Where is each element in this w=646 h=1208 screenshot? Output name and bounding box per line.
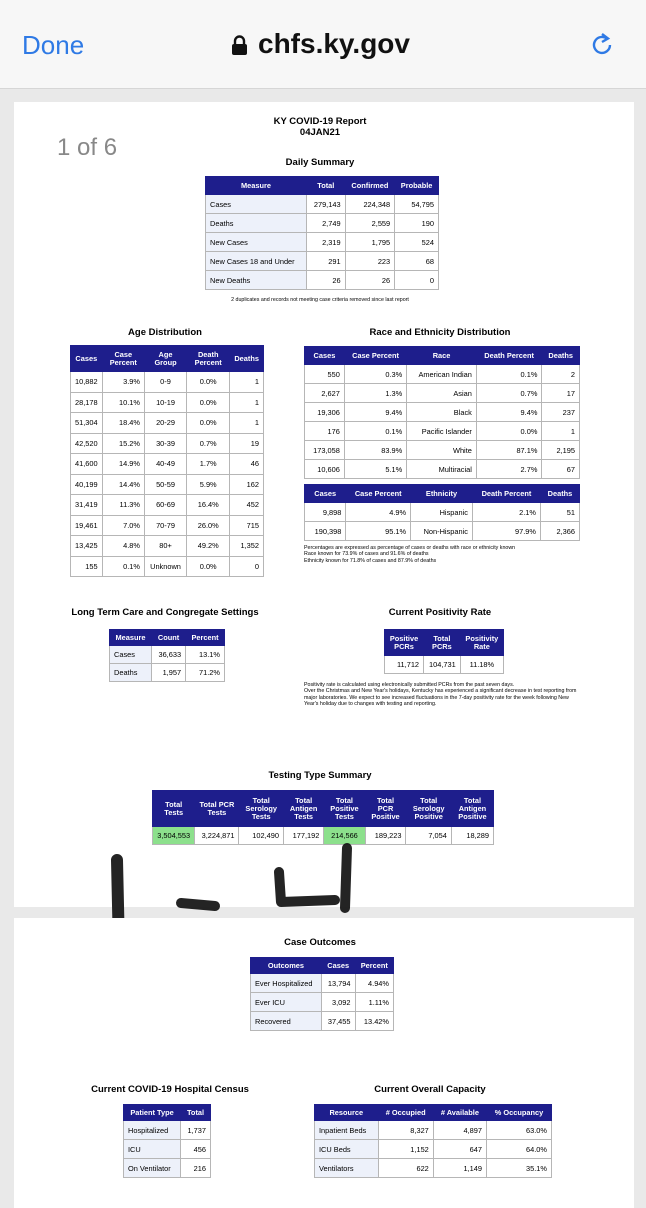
column-header: Resource <box>315 1105 379 1121</box>
column-header: Count <box>152 630 186 646</box>
table-row <box>305 503 580 522</box>
table-row <box>110 664 225 682</box>
age-distribution-heading: Age Distribution <box>128 327 202 338</box>
column-header: Deaths <box>542 347 580 365</box>
column-header: % Occupancy <box>487 1105 552 1121</box>
table-cell: New Cases <box>206 233 307 252</box>
table-cell: 1,352 <box>230 536 264 557</box>
table-cell: Ever ICU <box>251 993 322 1012</box>
column-header: Total <box>181 1105 211 1121</box>
table-cell: 4.9% <box>346 503 411 522</box>
column-header: Deaths <box>540 485 579 503</box>
table-cell: 9.4% <box>344 403 406 422</box>
table-cell: 35.1% <box>487 1159 552 1178</box>
table-row <box>71 392 264 413</box>
race-ethnicity-notes <box>304 545 584 564</box>
table-row <box>206 214 439 233</box>
table-cell: 0.1% <box>476 365 542 384</box>
table-row <box>71 433 264 454</box>
table-cell: 173,058 <box>305 441 345 460</box>
table-cell: 19,461 <box>71 515 103 536</box>
table-row <box>305 403 580 422</box>
column-header: Confirmed <box>345 177 395 195</box>
table-cell: 189,223 <box>365 827 406 845</box>
table-cell: 41,600 <box>71 454 103 475</box>
reload-icon[interactable] <box>588 31 616 59</box>
table-row <box>71 454 264 475</box>
table-cell: 1.7% <box>187 454 230 475</box>
table-cell: 1,152 <box>378 1140 433 1159</box>
table-cell: 162 <box>230 474 264 495</box>
table-cell: 17 <box>542 384 580 403</box>
table-row <box>71 515 264 536</box>
table-cell: Asian <box>407 384 477 403</box>
table-cell: 51 <box>540 503 579 522</box>
table-header-row <box>71 346 264 372</box>
table-cell: 0 <box>230 556 264 577</box>
table-cell: Black <box>407 403 477 422</box>
table-row <box>206 233 439 252</box>
table-cell: ICU Beds <box>315 1140 379 1159</box>
column-header: Positivity Rate <box>460 630 503 656</box>
table-row <box>124 1121 211 1140</box>
table-cell: 0.7% <box>476 384 542 403</box>
table-cell: 63.0% <box>487 1121 552 1140</box>
table-cell: 1.11% <box>355 993 394 1012</box>
table-cell: 224,348 <box>345 195 395 214</box>
table-cell: 36,633 <box>152 646 186 664</box>
table-cell: 10,882 <box>71 372 103 393</box>
table-row <box>71 536 264 557</box>
table-cell: 26.0% <box>187 515 230 536</box>
table-cell: 0.1% <box>344 422 406 441</box>
table-cell: Cases <box>206 195 307 214</box>
table-cell: 28,178 <box>71 392 103 413</box>
table-cell: 97.9% <box>472 522 540 541</box>
table-cell: 452 <box>230 495 264 516</box>
table-cell: 5.9% <box>187 474 230 495</box>
table-row <box>110 646 225 664</box>
table-row <box>315 1159 552 1178</box>
race-ethnicity-note: Percentages are expressed as percentage of cases or deaths with race or ethnicity known <box>304 545 516 551</box>
table-cell: 0.0% <box>476 422 542 441</box>
table-cell: 3,092 <box>321 993 355 1012</box>
long-term-care-table <box>109 629 225 682</box>
table-cell: 2,319 <box>307 233 346 252</box>
table-cell: 3,504,553 <box>153 827 195 845</box>
column-header: Death Percent <box>187 346 230 372</box>
table-cell: Multiracial <box>407 460 477 479</box>
table-row <box>251 974 394 993</box>
column-header: Total Antigen Tests <box>283 791 323 827</box>
column-header: Probable <box>395 177 439 195</box>
table-cell: 37,455 <box>321 1012 355 1031</box>
table-header-row <box>315 1105 552 1121</box>
table-row <box>305 441 580 460</box>
table-cell: 3,224,871 <box>195 827 239 845</box>
lock-icon <box>231 35 248 55</box>
table-cell: 87.1% <box>476 441 542 460</box>
case-outcomes-heading: Case Outcomes <box>284 937 356 948</box>
table-cell: 2 <box>542 365 580 384</box>
table-row <box>305 422 580 441</box>
column-header: Death Percent <box>476 347 542 365</box>
column-header: # Occupied <box>378 1105 433 1121</box>
table-cell: 291 <box>307 252 346 271</box>
table-row <box>305 365 580 384</box>
table-cell: Ever Hospitalized <box>251 974 322 993</box>
table-cell: 0.1% <box>102 556 144 577</box>
column-header: Measure <box>110 630 152 646</box>
column-header: Total Serology Positive <box>406 791 451 827</box>
table-cell: 80+ <box>144 536 186 557</box>
table-cell: Recovered <box>251 1012 322 1031</box>
table-cell: 10,606 <box>305 460 345 479</box>
table-cell: 647 <box>433 1140 486 1159</box>
column-header: Ethnicity <box>411 485 473 503</box>
long-term-care-heading: Long Term Care and Congregate Settings <box>71 607 259 618</box>
table-cell: 0.0% <box>187 392 230 413</box>
table-cell: 15.2% <box>102 433 144 454</box>
table-cell: 26 <box>345 271 395 290</box>
table-cell: White <box>407 441 477 460</box>
table-cell: 550 <box>305 365 345 384</box>
table-cell: 10-19 <box>144 392 186 413</box>
table-cell: 2.1% <box>472 503 540 522</box>
race-table <box>304 346 580 479</box>
table-cell: Non-Hispanic <box>411 522 473 541</box>
table-row <box>71 495 264 516</box>
positivity-note: Over the Christmas and New Year's holidays, Kentucky has experienced a significant decrease in test reporting from major laboratories. We expect to see increased fluctuations in the 7-day positivity rate for the week following New Year's holiday due to changes with testing and reporting. <box>304 688 577 707</box>
table-cell: 49.2% <box>187 536 230 557</box>
column-header: Percent <box>355 958 394 974</box>
table-row <box>124 1140 211 1159</box>
table-cell: American Indian <box>407 365 477 384</box>
table-row <box>251 1012 394 1031</box>
table-cell: Deaths <box>206 214 307 233</box>
browser-toolbar <box>0 0 646 89</box>
table-cell: 26 <box>307 271 346 290</box>
table-cell: 216 <box>181 1159 211 1178</box>
hospital-census-table <box>123 1104 211 1178</box>
table-cell: 456 <box>181 1140 211 1159</box>
table-cell: 5.1% <box>344 460 406 479</box>
table-cell: 0 <box>395 271 439 290</box>
table-cell: Hospitalized <box>124 1121 181 1140</box>
table-cell: 13,794 <box>321 974 355 993</box>
column-header: Total PCRs <box>424 630 461 656</box>
column-header: Total Serology Tests <box>239 791 284 827</box>
table-cell: 18,289 <box>451 827 493 845</box>
daily-summary-heading: Daily Summary <box>285 157 355 168</box>
table-cell: Inpatient Beds <box>315 1121 379 1140</box>
daily-summary-table <box>205 176 439 290</box>
table-cell: 54,795 <box>395 195 439 214</box>
column-header: Cases <box>321 958 355 974</box>
table-header-row <box>305 485 580 503</box>
capacity-heading: Current Overall Capacity <box>374 1084 486 1095</box>
table-row <box>305 522 580 541</box>
column-header: Percent <box>186 630 225 646</box>
table-cell: 1,795 <box>345 233 395 252</box>
age-distribution-table <box>70 345 264 577</box>
column-header: Death Percent <box>472 485 540 503</box>
table-cell: 7.0% <box>102 515 144 536</box>
table-cell: 67 <box>542 460 580 479</box>
testing-type-table <box>152 790 494 845</box>
table-cell: 2.7% <box>476 460 542 479</box>
table-cell: 4.8% <box>102 536 144 557</box>
column-header: Cases <box>305 485 346 503</box>
table-cell: 237 <box>542 403 580 422</box>
column-header: Total Antigen Positive <box>451 791 493 827</box>
table-cell: New Deaths <box>206 271 307 290</box>
table-cell: 40,199 <box>71 474 103 495</box>
table-row <box>385 656 504 674</box>
column-header: Case Percent <box>102 346 144 372</box>
url-field[interactable]: chfs.ky.gov <box>258 28 410 59</box>
table-cell: 8,327 <box>378 1121 433 1140</box>
table-cell: Deaths <box>110 664 152 682</box>
table-cell: 30-39 <box>144 433 186 454</box>
hospital-census-heading: Current COVID-19 Hospital Census <box>91 1084 249 1095</box>
table-cell: 0.7% <box>187 433 230 454</box>
column-header: # Available <box>433 1105 486 1121</box>
column-header: Total PCR Positive <box>365 791 406 827</box>
table-row <box>71 372 264 393</box>
table-cell: 9.4% <box>476 403 542 422</box>
report-title: KY COVID-19 Report <box>273 116 367 127</box>
table-cell: 0.0% <box>187 556 230 577</box>
table-header-row <box>153 791 494 827</box>
table-cell: 1 <box>230 372 264 393</box>
table-row <box>71 474 264 495</box>
table-cell: 10.1% <box>102 392 144 413</box>
table-cell: 11.18% <box>460 656 503 674</box>
table-cell: 60-69 <box>144 495 186 516</box>
table-cell: 71.2% <box>186 664 225 682</box>
positivity-table <box>384 629 504 674</box>
testing-type-heading: Testing Type Summary <box>268 770 372 781</box>
table-header-row <box>251 958 394 974</box>
table-cell: 0-9 <box>144 372 186 393</box>
table-cell: 1 <box>230 392 264 413</box>
column-header: Total Tests <box>153 791 195 827</box>
table-cell: 1,957 <box>152 664 186 682</box>
column-header: Case Percent <box>346 485 411 503</box>
table-row <box>71 556 264 577</box>
column-header: Positive PCRs <box>385 630 424 656</box>
column-header: Race <box>407 347 477 365</box>
capacity-table <box>314 1104 552 1178</box>
table-cell: 31,419 <box>71 495 103 516</box>
table-cell: 1,737 <box>181 1121 211 1140</box>
table-row <box>124 1159 211 1178</box>
table-row <box>305 460 580 479</box>
table-cell: 1.3% <box>344 384 406 403</box>
column-header: Case Percent <box>344 347 406 365</box>
done-button[interactable]: Done <box>22 30 85 60</box>
race-ethnicity-heading: Race and Ethnicity Distribution <box>369 327 511 338</box>
table-cell: 13.1% <box>186 646 225 664</box>
table-cell: 2,366 <box>540 522 579 541</box>
column-header: Age Group <box>144 346 186 372</box>
table-cell: 0.0% <box>187 413 230 434</box>
table-row <box>206 195 439 214</box>
table-cell: 0.0% <box>187 372 230 393</box>
table-cell: 279,143 <box>307 195 346 214</box>
table-cell: Pacific Islander <box>407 422 477 441</box>
table-cell: 11.3% <box>102 495 144 516</box>
column-header: Patient Type <box>124 1105 181 1121</box>
column-header: Total <box>307 177 346 195</box>
table-row <box>305 384 580 403</box>
table-cell: 14.9% <box>102 454 144 475</box>
table-cell: 19,306 <box>305 403 345 422</box>
positivity-notes <box>304 682 584 707</box>
table-cell: 7,054 <box>406 827 451 845</box>
table-cell: On Ventilator <box>124 1159 181 1178</box>
table-row <box>206 271 439 290</box>
ethnicity-table <box>304 484 580 541</box>
table-cell: 70-79 <box>144 515 186 536</box>
positivity-heading: Current Positivity Rate <box>388 607 492 618</box>
table-cell: 2,749 <box>307 214 346 233</box>
table-cell: 2,559 <box>345 214 395 233</box>
table-cell: 524 <box>395 233 439 252</box>
table-header-row <box>124 1105 211 1121</box>
table-cell: 104,731 <box>424 656 461 674</box>
table-cell: 155 <box>71 556 103 577</box>
table-cell: 2,627 <box>305 384 345 403</box>
table-cell: 622 <box>378 1159 433 1178</box>
table-cell: 16.4% <box>187 495 230 516</box>
table-cell: 42,520 <box>71 433 103 454</box>
table-row <box>251 993 394 1012</box>
positivity-note: Positivity rate is calculated using electronically submitted PCRs from the past seven days. <box>304 682 515 688</box>
table-cell: 83.9% <box>344 441 406 460</box>
table-cell: 18.4% <box>102 413 144 434</box>
table-cell: 51,304 <box>71 413 103 434</box>
table-cell: ICU <box>124 1140 181 1159</box>
table-cell: 4,897 <box>433 1121 486 1140</box>
table-header-row <box>206 177 439 195</box>
table-row <box>315 1140 552 1159</box>
table-cell: Unknown <box>144 556 186 577</box>
table-cell: 68 <box>395 252 439 271</box>
table-cell: Ventilators <box>315 1159 379 1178</box>
table-cell: 177,192 <box>283 827 323 845</box>
table-cell: 2,195 <box>542 441 580 460</box>
column-header: Cases <box>305 347 345 365</box>
table-cell: 13,425 <box>71 536 103 557</box>
daily-summary-footnote: 2 duplicates and records not meeting case criteria removed since last report <box>231 297 409 303</box>
report-date: 04JAN21 <box>299 127 341 138</box>
table-cell: 4.94% <box>355 974 394 993</box>
table-cell: 20-29 <box>144 413 186 434</box>
table-cell: 223 <box>345 252 395 271</box>
race-ethnicity-note: Race known for 73.9% of cases and 91.6% of deaths <box>304 551 429 558</box>
table-cell: 715 <box>230 515 264 536</box>
table-row <box>71 413 264 434</box>
column-header: Measure <box>206 177 307 195</box>
table-cell: New Cases 18 and Under <box>206 252 307 271</box>
table-cell: Cases <box>110 646 152 664</box>
table-header-row <box>305 347 580 365</box>
table-cell: 40-49 <box>144 454 186 475</box>
table-cell: 1,149 <box>433 1159 486 1178</box>
table-cell: Hispanic <box>411 503 473 522</box>
race-ethnicity-note: Ethnicity known for 71.8% of cases and 87.9% of deaths <box>304 557 437 564</box>
column-header: Total Positive Tests <box>324 791 365 827</box>
table-cell: 11,712 <box>385 656 424 674</box>
table-cell: 64.0% <box>487 1140 552 1159</box>
table-header-row <box>385 630 504 656</box>
table-row <box>206 252 439 271</box>
table-cell: 50-59 <box>144 474 186 495</box>
column-header: Deaths <box>230 346 264 372</box>
table-row <box>315 1121 552 1140</box>
table-cell: 19 <box>230 433 264 454</box>
table-header-row <box>110 630 225 646</box>
table-cell: 46 <box>230 454 264 475</box>
table-cell: 190 <box>395 214 439 233</box>
table-cell: 9,898 <box>305 503 346 522</box>
column-header: Total PCR Tests <box>195 791 239 827</box>
table-cell: 102,490 <box>239 827 284 845</box>
table-cell: 14.4% <box>102 474 144 495</box>
page-indicator: 1 of 6 <box>57 134 118 161</box>
column-header: Outcomes <box>251 958 322 974</box>
table-cell: 95.1% <box>346 522 411 541</box>
table-cell: 3.9% <box>102 372 144 393</box>
table-cell: 176 <box>305 422 345 441</box>
column-header: Cases <box>71 346 103 372</box>
table-cell: 190,398 <box>305 522 346 541</box>
table-cell: 214,566 <box>324 827 365 845</box>
table-cell: 13.42% <box>355 1012 394 1031</box>
table-cell: 1 <box>542 422 580 441</box>
table-cell: 1 <box>230 413 264 434</box>
table-cell: 0.3% <box>344 365 406 384</box>
case-outcomes-table <box>250 957 394 1031</box>
